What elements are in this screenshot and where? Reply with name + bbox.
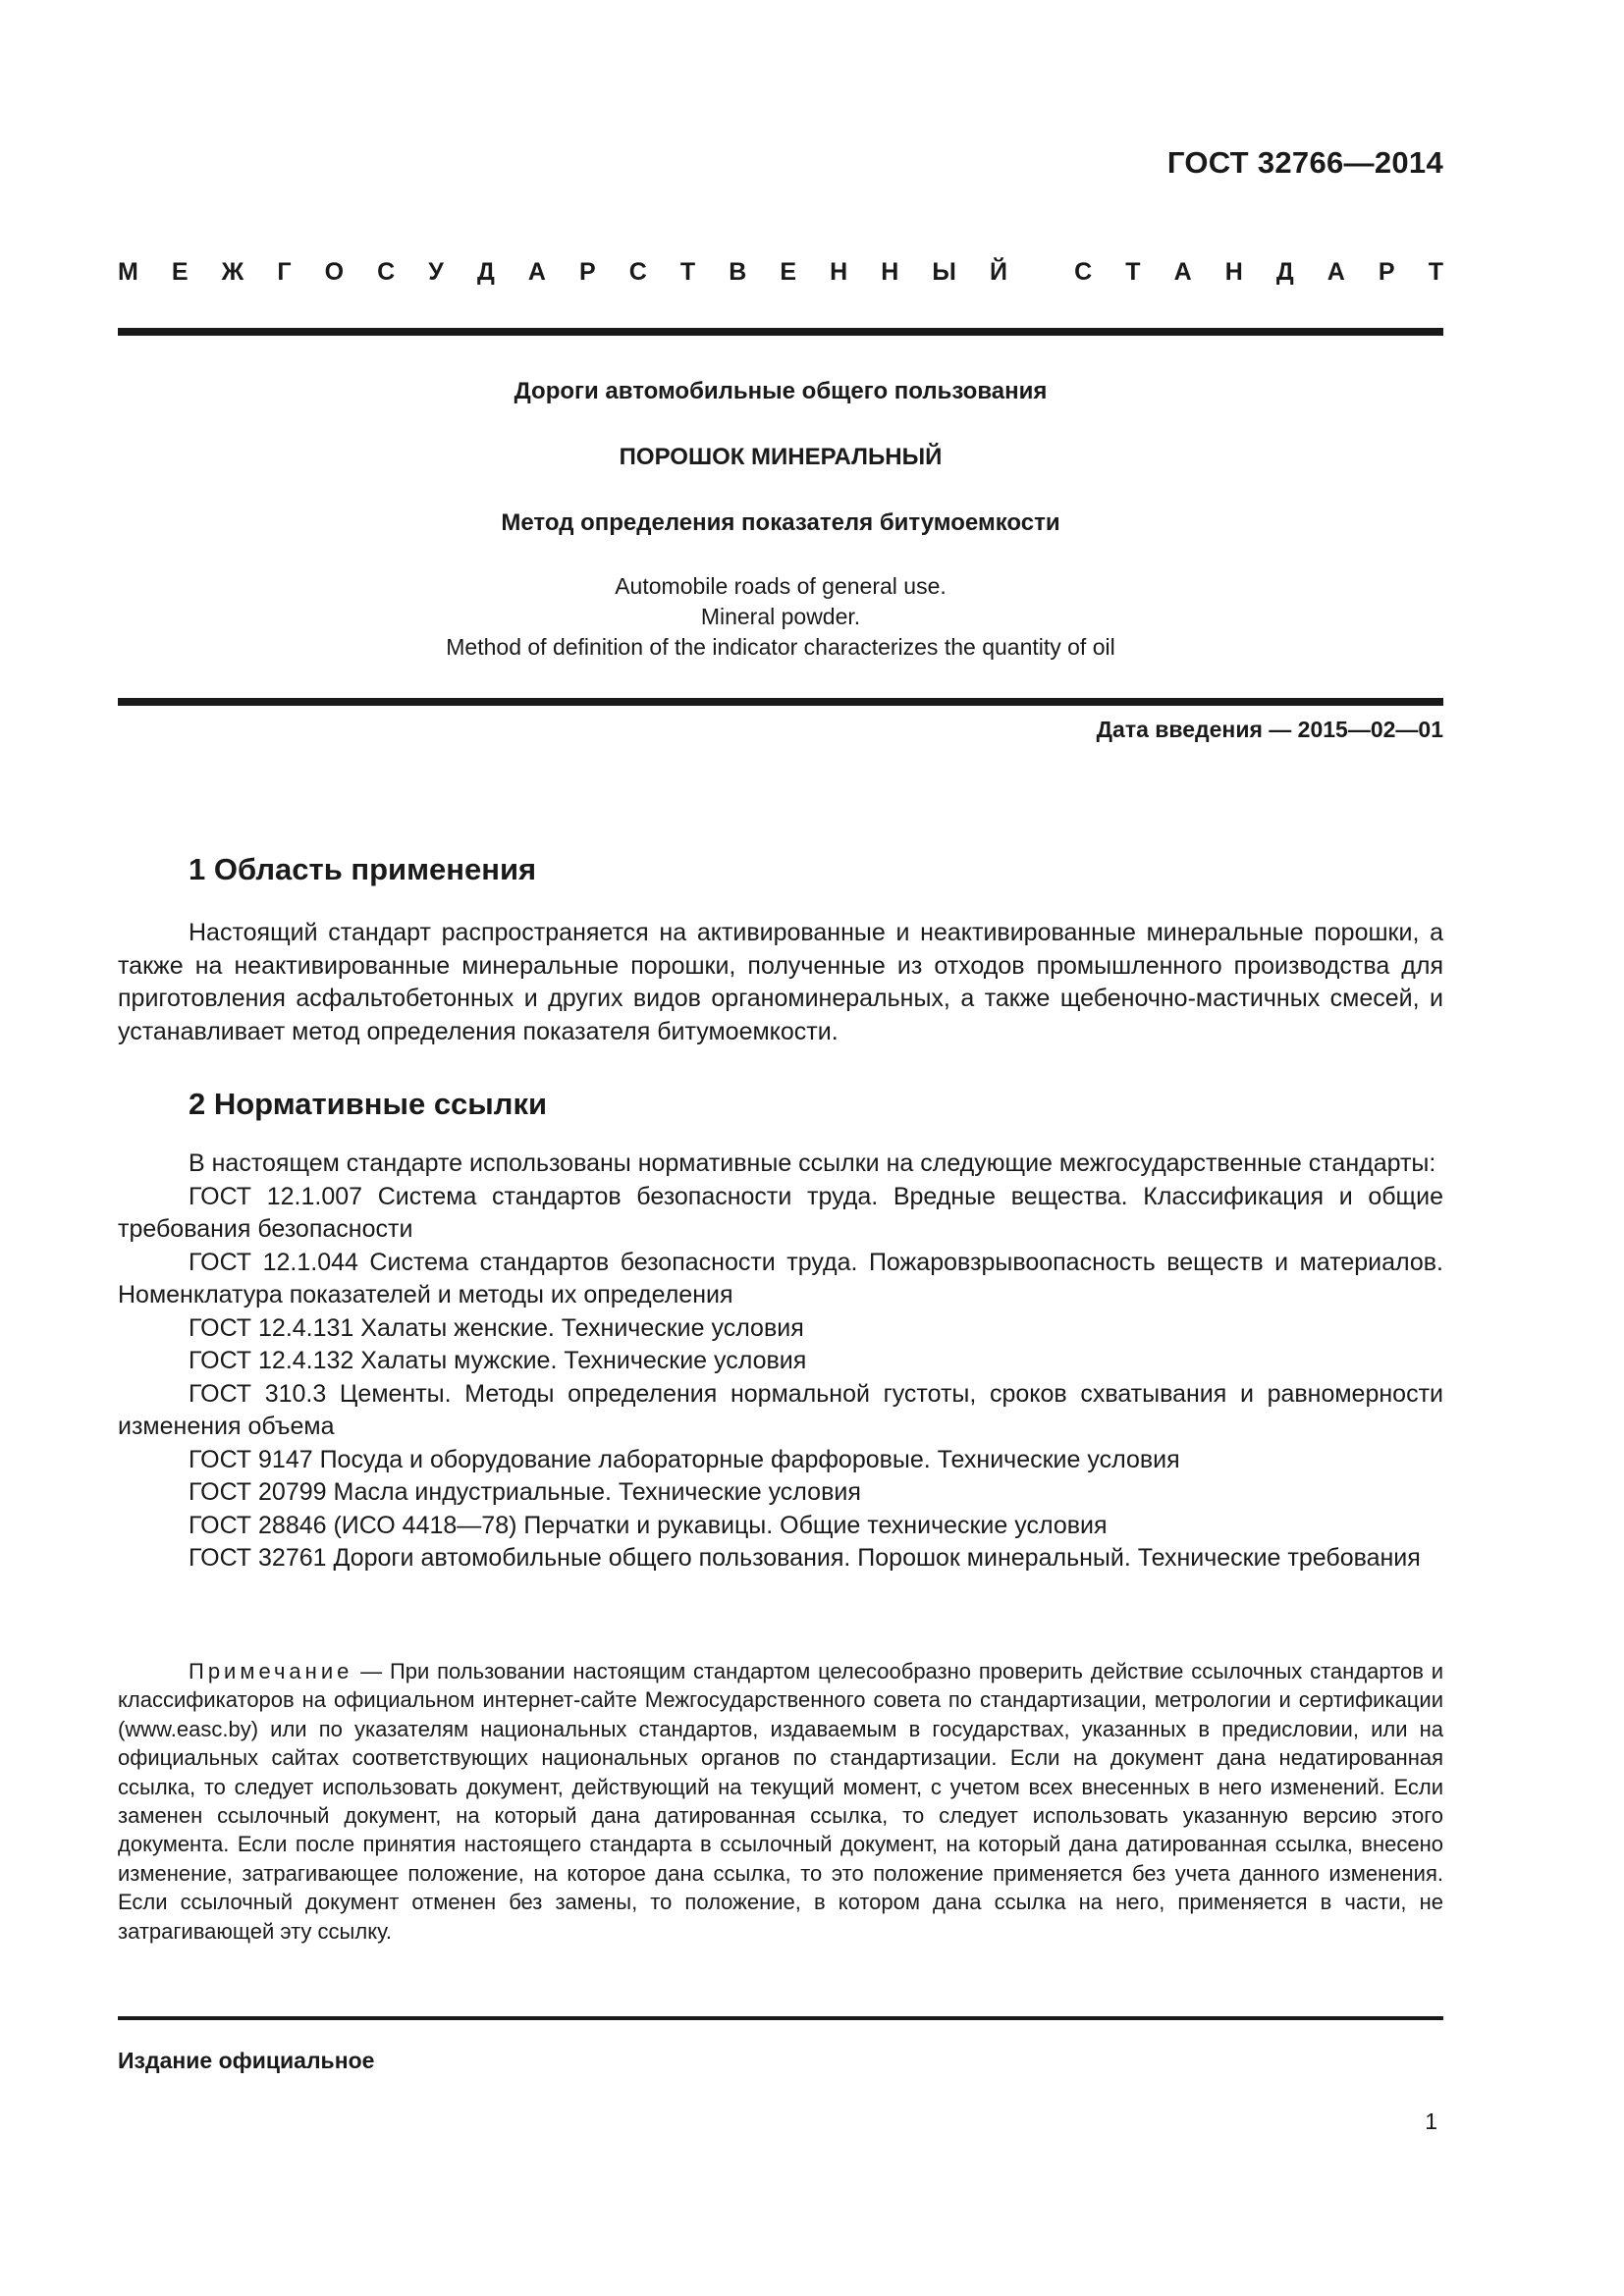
heading-letter: У [428,258,444,286]
title-line-roads: Дороги автомобильные общего пользования [514,378,1048,404]
heading-letter: С [1074,258,1093,286]
heading-letter: Н [1224,258,1243,286]
standard-type-heading [118,258,1443,287]
title-divider [118,698,1443,706]
reference-item: ГОСТ 32761 Дороги автомобильные общего пользования. Порошок минеральный. Технические требования [189,1544,1421,1572]
note-paragraph [118,1657,1443,1946]
english-title-line: Automobile roads of general use. [615,573,947,599]
english-title-line: Mineral powder. [700,604,861,629]
heading-letter: А [1173,258,1192,286]
english-title-line: Method of definition of the indicator characterizes the quantity of oil [446,634,1115,660]
paragraph: В настоящем стандарте использованы нормативные ссылки на следующие межгосударственные стандарты: [189,1149,1436,1177]
reference-item: ГОСТ 12.4.131 Халаты женские. Технические условия [189,1313,804,1342]
heading-letter: О [324,258,345,286]
reference-item: ГОСТ 9147 Посуда и оборудование лабораторные фарфоровые. Технические условия [189,1445,1180,1473]
heading-letter: Е [171,258,189,286]
page-number: 1 [1425,2109,1437,2134]
reference-item: ГОСТ 20799 Масла индустриальные. Технические условия [189,1478,861,1506]
heading-letter: А [527,258,546,286]
section-2-heading: 2 Нормативные ссылки [189,1087,548,1121]
heading-letter: Ж [221,258,244,286]
title-line-method: Метод определения показателя битумоемкости [501,509,1060,536]
heading-letter: Д [476,258,495,286]
english-title [118,571,1443,663]
reference-item: ГОСТ 12.1.044 Система стандартов безопасности труда. Пожаровзрывоопасность веществ и материалов. Номенклатура показателей и методы их определения [118,1248,1443,1308]
heading-letter: Н [830,258,848,286]
reference-item: ГОСТ 28846 (ИСО 4418—78) Перчатки и рукавицы. Общие технические условия [189,1511,1108,1539]
title-line-product: ПОРОШОК МИНЕРАЛЬНЫЙ [619,444,943,470]
heading-letter: Р [578,258,596,286]
official-edition-label: Издание официальное [118,2048,375,2073]
header-divider [118,328,1443,336]
heading-letter: Ы [932,258,956,286]
heading-letter: Д [1275,258,1294,286]
heading-letter: А [1326,258,1345,286]
document-number: ГОСТ 32766—2014 [1166,145,1443,180]
document-page [118,0,1443,2296]
heading-letter: Г [277,258,292,286]
paragraph: Настоящий стандарт распространяется на активированные и неактивированные минеральные порошки, а также на неактивированные минеральные порошки, полученные из отходов промышленного производства для приготовления асфальтобетонных и других видов органоминеральных, а также щебеночно-мастичных смесей, и устанавливает метод определения показателя битумоемкости. [118,919,1443,1045]
references-note [118,1657,1443,1946]
heading-letter: С [628,258,647,286]
heading-letter: Р [1378,258,1395,286]
section-1-body [118,917,1443,1048]
introduction-date: Дата введения — 2015—02—01 [1096,717,1443,742]
heading-letter: Е [780,258,797,286]
heading-letter: М [118,258,138,286]
heading-letter: С [377,258,396,286]
reference-item: ГОСТ 12.1.007 Система стандартов безопасности труда. Вредные вещества. Классификация и общие требования безопасности [118,1182,1443,1243]
reference-item: ГОСТ 12.4.132 Халаты мужские. Технические условия [189,1347,807,1374]
footer-divider [118,2016,1443,2020]
heading-letter: В [729,258,747,286]
note-label: Примечание [189,1659,353,1683]
heading-letter: Т [1428,258,1443,286]
section-1-heading: 1 Область применения [189,852,537,886]
reference-item: ГОСТ 310.3 Цементы. Методы определения нормальной густоты, сроков схватывания и равномерности изменения объема [118,1379,1443,1440]
heading-letter: Т [1125,258,1141,286]
heading-letter: Т [679,258,696,286]
note-body: — При пользовании настоящим стандартом целесообразно проверить действие ссылочных стандартов и классификаторов на официальном интернет-сайте Межгосударственного совета по стандартизации, метрологии и сертификации (www.easc.by) или по указателям национальных стандартов, издаваемым в государствах, указанных в предисловии, или на официальных сайтах соответствующих национальных органов по стандартизации. Если на документ дана недатированная ссылка, то следует использовать документ, действующий на текущий момент, с учетом всех внесенных в него изменений. Если заменен ссылочный документ, на который дана датированная ссылка, то следует использовать указанную версию этого документа. Если после принятия настоящего стандарта в ссылочный документ, на который дана датированная ссылка, внесено изменение, затрагивающее положение, на которое дана ссылка, то это положение применяется без учета данного изменения. Если ссылочный документ отменен без замены, то положение, в котором дана ссылка на него, применяется в части, не затрагивающей эту ссылку. [118,1659,1443,1944]
section-2-body [118,1148,1443,1575]
heading-letter: Й [989,258,1007,286]
heading-letter: Н [881,258,899,286]
